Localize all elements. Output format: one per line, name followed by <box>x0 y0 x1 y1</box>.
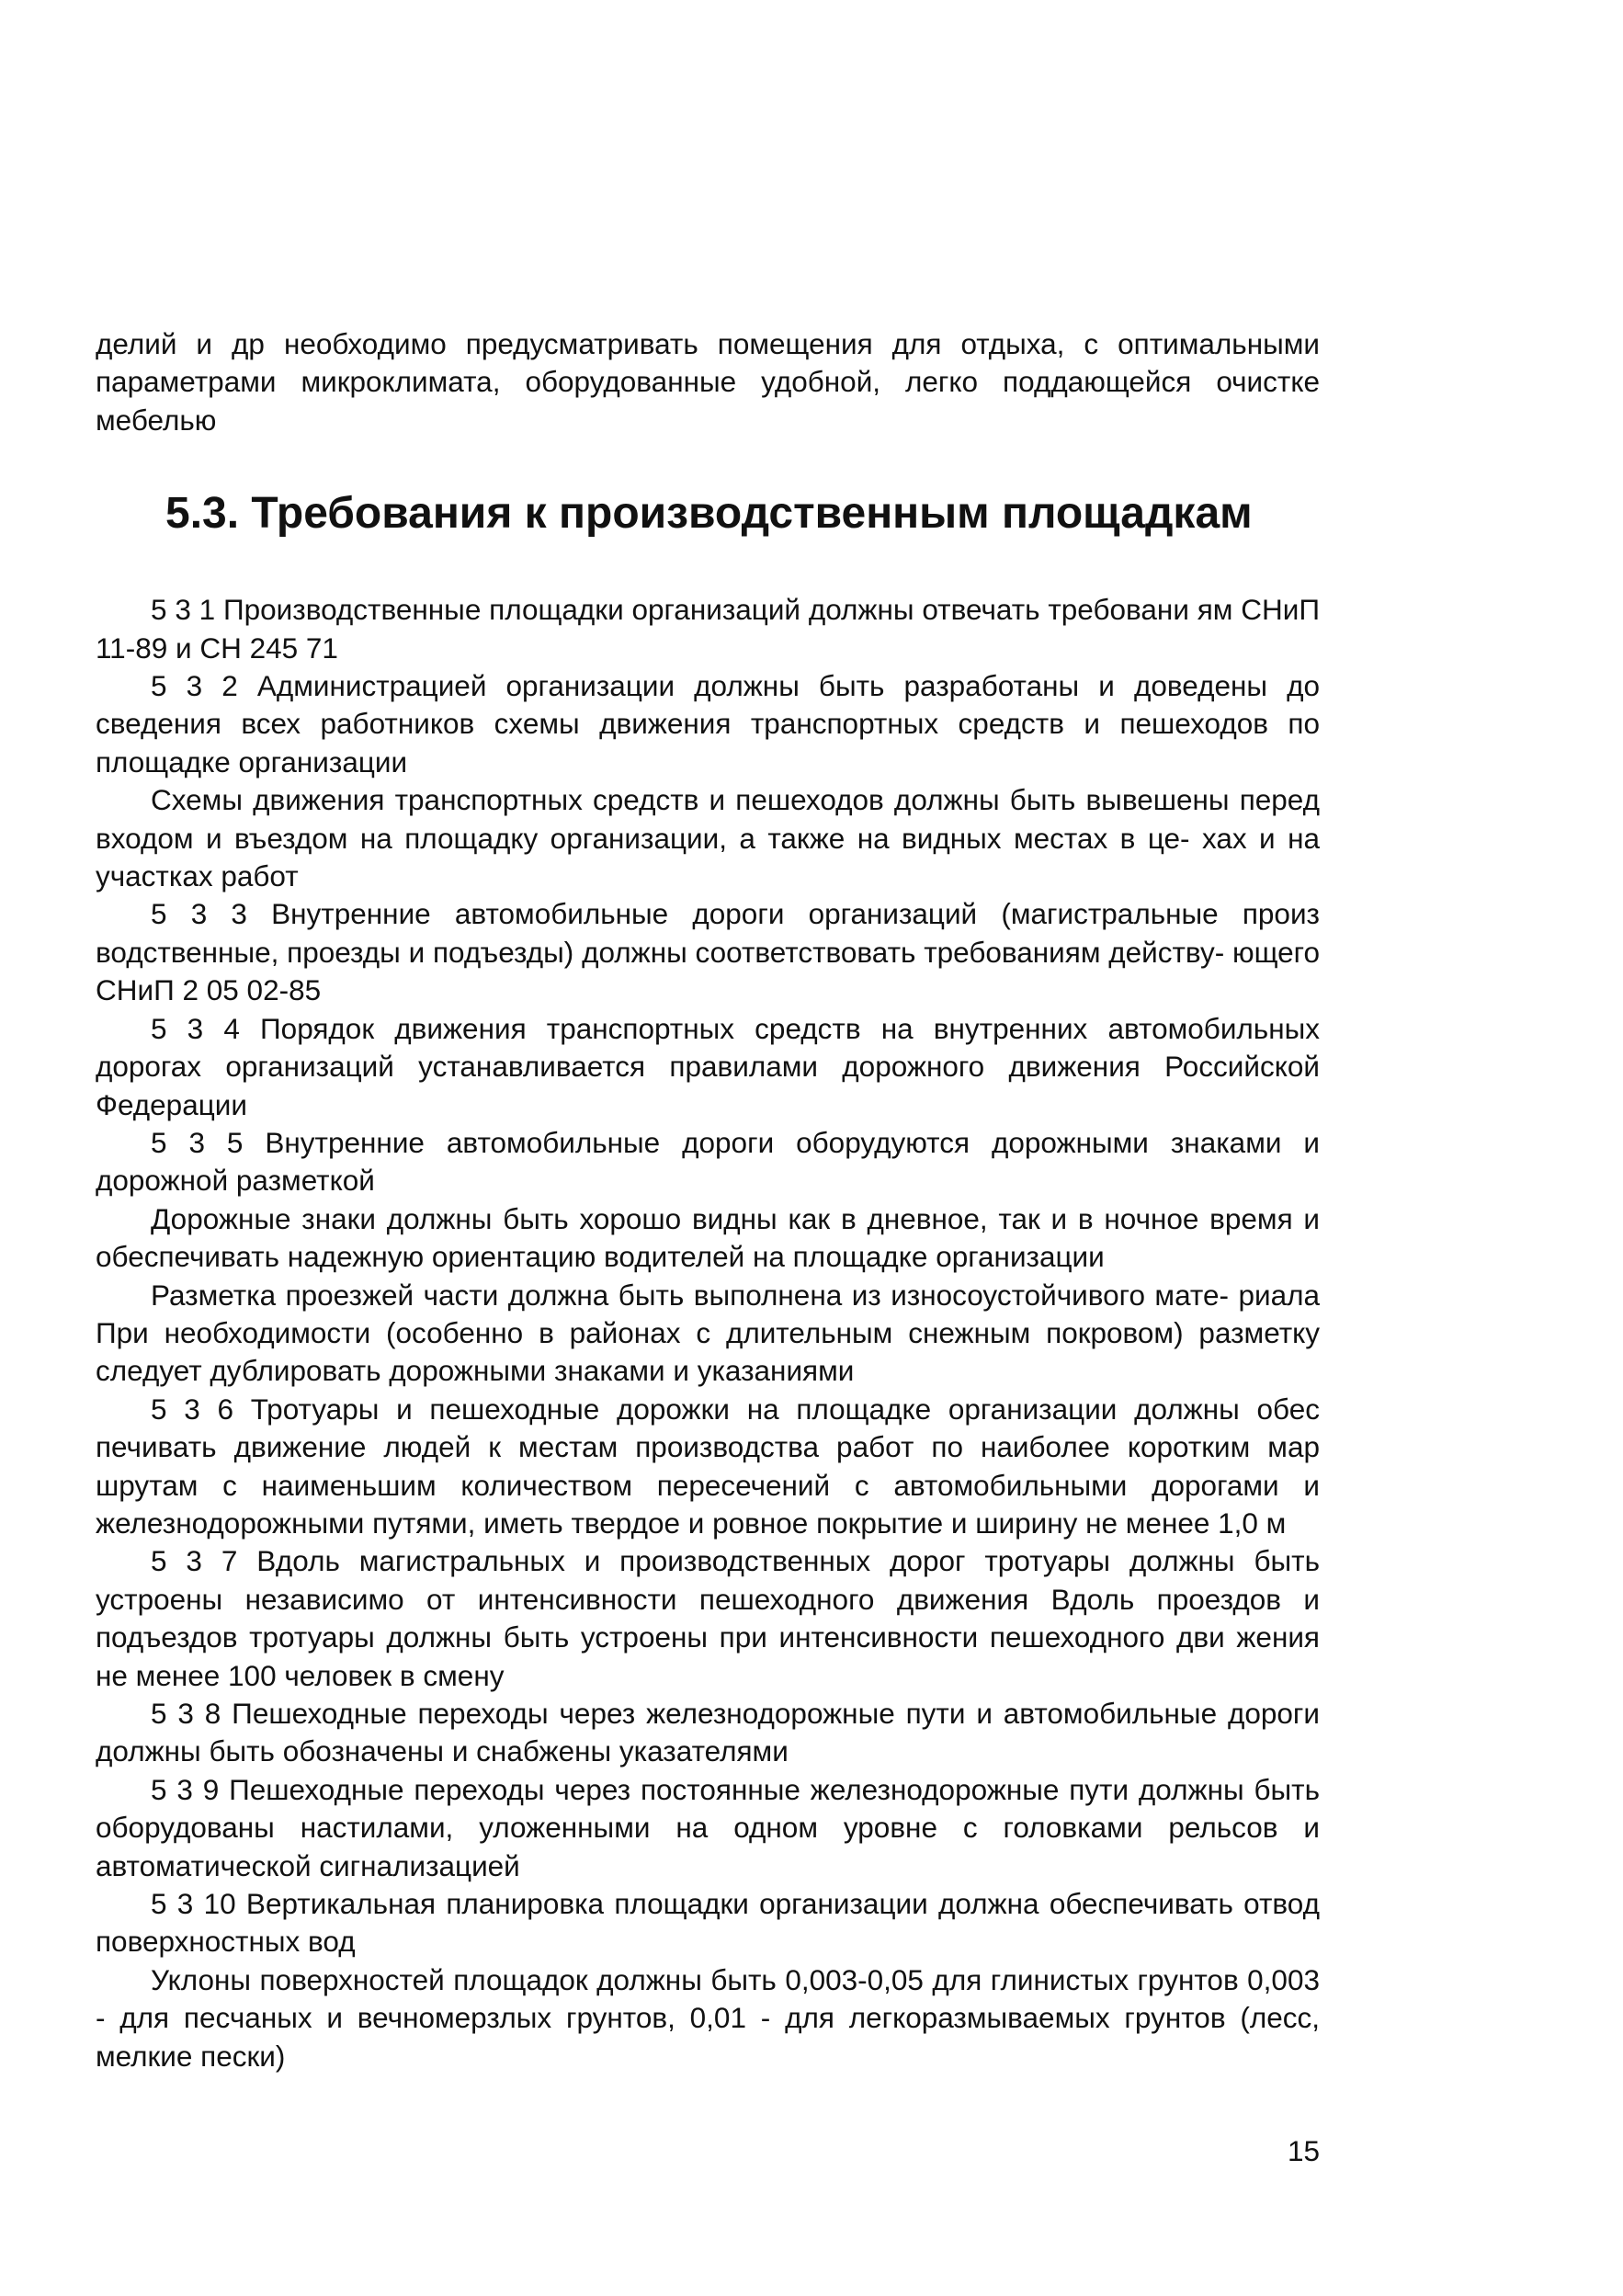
page-number: 15 <box>1287 2134 1320 2167</box>
paragraph-5-3-6: 5 3 6 Тротуары и пешеходные дорожки на площадке организации должны обес печивать движение людей к местам производства работ по наиболее коротким мар шрутам с наименьшим количеством пересечений с автомобильными дорогами и железнодорожными путями, иметь твердое и ровное покрытие и ширину не менее 1,0 м <box>96 1392 1320 1540</box>
paragraph-5-3-7: 5 3 7 Вдоль магистральных и производственных дорог тротуары должны быть устроены независимо от интенсивности пешеходного движения Вдоль проездов и подъездов тротуары должны быть устроены при интенсивности пешеходного дви жения не менее 100 человек в смену <box>96 1544 1320 1692</box>
paragraph-5-3-5: 5 3 5 Внутренние автомобильные дороги оборудуются дорожными знаками и дорожной разметкой <box>96 1125 1320 1198</box>
paragraph-road-signs: Дорожные знаки должны быть хорошо видны как в дневное, так и в ночное время и обеспечивать надежную ориентацию водителей на площадке организации <box>96 1201 1320 1274</box>
paragraph-5-3-4: 5 3 4 Порядок движения транспортных средств на внутренних автомобильных дорогах организаций устанавливается правилами дорожного движения Российской Федерации <box>96 1011 1320 1121</box>
paragraph-5-3-1: 5 3 1 Производственные площадки организаций должны отвечать требовани ям СНиП 11-89 и СН 245 71 <box>96 593 1320 665</box>
paragraph-5-3-8: 5 3 8 Пешеходные переходы через железнодорожные пути и автомобильные дороги должны быть обозначены и снабжены указателями <box>96 1697 1320 1768</box>
paragraph-5-3-10: 5 3 10 Вертикальная планировка площадки организации должна обеспечивать отвод поверхностных вод <box>96 1887 1320 1959</box>
paragraph-5-3-3: 5 3 3 Внутренние автомобильные дороги организаций (магистральные произ водственные, проезды и подъезды) должны соответствовать требованиям действу- ющего СНиП 2 05 02-85 <box>96 897 1320 1007</box>
section-title: 5.3. Требования к производственным площадкам <box>165 489 1253 539</box>
paragraph-5-3-2: 5 3 2 Администрацией организации должны быть разработаны и доведены до сведения всех работников схемы движения транспортных средств и пешеходов по площадке организации <box>96 669 1320 779</box>
paragraph-5-3-9: 5 3 9 Пешеходные переходы через постоянные железнодорожные пути должны быть оборудованы настилами, уложенными на одном уровне с головками рельсов и автоматической сигнализацией <box>96 1772 1320 1882</box>
paragraph-surface-slopes: Уклоны поверхностей площадок должны быть 0,003-0,05 для глинистых грунтов 0,003 - для песчаных и вечномерзлых грунтов, 0,01 - для легкоразмываемых грунтов (лесс, мелкие пески) <box>96 1962 1320 2073</box>
paragraph-road-marking: Разметка проезжей части должна быть выполнена из износоустойчивого мате- риала При необходимости (особенно в районах с длительным снежным покровом) разметку следует дублировать дорожными знаками и указаниями <box>96 1278 1320 1388</box>
page-content <box>96 325 1320 2075</box>
paragraph-traffic-schemes: Схемы движения транспортных средств и пешеходов должны быть вывешены перед входом и въездом на площадку организации, а также на видных местах в це- хах и на участках работ <box>96 783 1320 893</box>
continuation-paragraph: делий и др необходимо предусматривать помещения для отдыха, с оптимальными параметрами микроклимата, оборудованные удобной, легко поддающейся очистке мебелью <box>96 327 1320 437</box>
